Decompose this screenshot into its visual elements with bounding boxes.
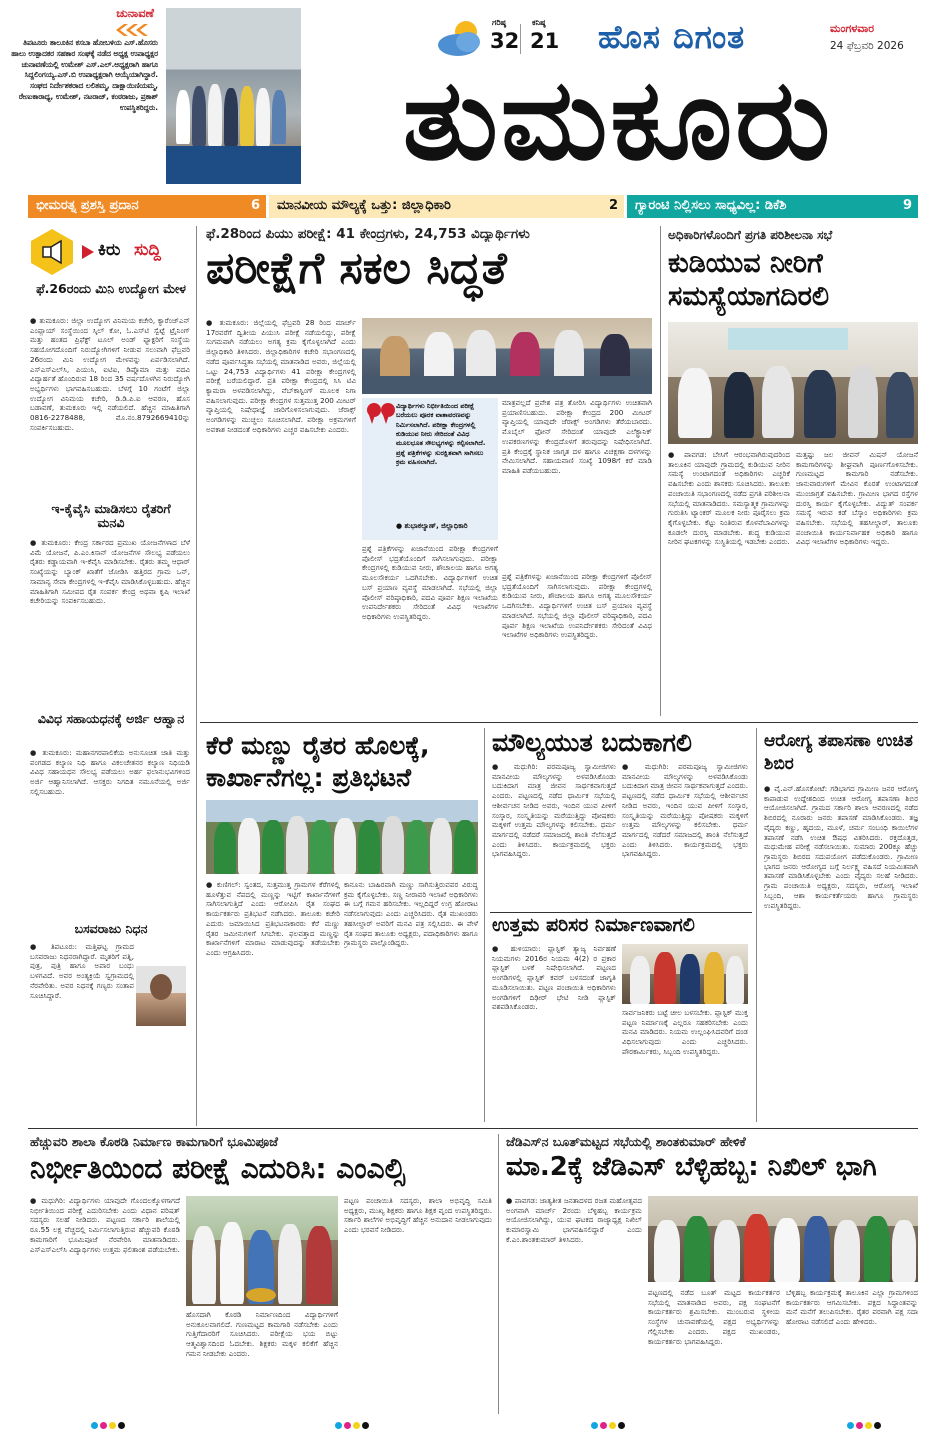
brief-1-title: ಫೆ.26ರಂದು ಮಿನಿ ಉದ್ಯೋಗ ಮೇಳ <box>36 281 186 296</box>
parisara-headline: ಉತ್ತಮ ಪರಿಸರ ನಿರ್ಮಾಣವಾಗಲಿ <box>492 916 695 936</box>
kirusuddi-label-a: ಕಿರು <box>98 240 121 260</box>
chunavane-brief <box>10 6 160 188</box>
exam-text-b: ಹೊಸದಾಗಿ ಕೊಠಡಿ ನಿರ್ಮಾಣದಿಂದ ವಿದ್ಯಾರ್ಥಿಗಳಿಗೆ ಅನುಕೂಲವಾಗಲಿದೆ. ಗುಣಮಟ್ಟದ ಕಾಮಗಾರಿ ನಡೆಸಬೇಕು ಎಂದು ಗುತ್ತಿಗೆದಾರರಿಗೆ ಸೂಚಿಸಿದರು. ಪರೀಕ್ಷೆಯ ಭಯ ಬಿಟ್ಟು ಆತ್ಮವಿಶ್ವಾಸದಿಂದ ಓದಬೇಕು. ಶಿಕ್ಷಕರು ಮಕ್ಕಳ ಕಲಿಕೆಗೆ ಹೆಚ್ಚಿನ ಗಮನ ನೀಡಬೇಕು ಎಂದರು. <box>186 1310 338 1358</box>
water-text-a: ● ಪಾವಗಡ: ಬೇಸಿಗೆ ಆರಂಭವಾಗಿರುವುದರಿಂದ ತಾಲೂಕಿನ ಯಾವುದೇ ಗ್ರಾಮದಲ್ಲಿ ಕುಡಿಯುವ ನೀರಿನ ಸಮಸ್ಯೆ ಉಂಟಾಗದಂತೆ ಅಧಿಕಾರಿಗಳು ಎಚ್ಚರಿಕೆ ವಹಿಸಬೇಕು ಎಂದು ಶಾಸಕರು ಸೂಚಿಸಿದರು. ತಾಲೂಕು ಪಂಚಾಯಿತಿ ಸಭಾಂಗಣದಲ್ಲಿ ನಡೆದ ಪ್ರಗತಿ ಪರಿಶೀಲನಾ ಸಭೆಯಲ್ಲಿ ಮಾತನಾಡಿದರು. ಸಮಸ್ಯಾತ್ಮಕ ಗ್ರಾಮಗಳನ್ನು ಗುರುತಿಸಿ ಟ್ಯಾಂಕರ್ ಮೂಲಕ ನೀರು ಪೂರೈಸಲು ಕ್ರಮ ಕೈಗೊಳ್ಳಬೇಕು. ಕೆಟ್ಟು ನಿಂತಿರುವ ಕೊಳವೆಬಾವಿಗಳನ್ನು ಕೂಡಲೇ ದುರಸ್ತಿ ಮಾಡಬೇಕು. ಶುದ್ಧ ಕುಡಿಯುವ ನೀರಿನ ಘಟಕಗಳನ್ನು ಸುಸ್ಥಿತಿಯಲ್ಲಿ ಇಡಬೇಕು ಎಂದರು. <box>668 450 790 547</box>
ticker-page-2: 2 <box>608 198 618 213</box>
quote-box <box>362 398 498 540</box>
kirusuddi-header <box>28 226 188 278</box>
weather-max-label: ಗರಿಷ್ಠ <box>492 18 506 27</box>
quote-icon <box>366 400 396 426</box>
chevron-icon <box>82 244 94 258</box>
moulya-text-b: ● ಮಧುಗಿರಿ: ಪರಮಪೂಜ್ಯ ಸ್ವಾಮೀಜಿಗಳು ಮಾನವೀಯ ಮೌಲ್ಯಗಳನ್ನು ಅಳವಡಿಸಿಕೊಂಡು ಬದುಕಿದಾಗ ಮಾತ್ರ ಜೀವನ ಸಾರ್ಥಕವಾಗುತ್ತದೆ ಎಂದರು. ಪಟ್ಟಣದಲ್ಲಿ ನಡೆದ ಧಾರ್ಮಿಕ ಸಭೆಯಲ್ಲಿ ಆಶೀರ್ವಚನ ನೀಡಿದ ಅವರು, ಇಂದಿನ ಯುವ ಪೀಳಿಗೆ ಸಂಸ್ಕಾರ, ಸಂಸ್ಕೃತಿಯನ್ನು ಮರೆಯುತ್ತಿದ್ದು ಪೋಷಕರು ಮಕ್ಕಳಿಗೆ ಉತ್ತಮ ಮೌಲ್ಯಗಳನ್ನು ಕಲಿಸಬೇಕು. ಧರ್ಮ ಮಾರ್ಗದಲ್ಲಿ ನಡೆದರೆ ಸಮಾಜದಲ್ಲಿ ಶಾಂತಿ ನೆಲೆಸುತ್ತದೆ ಎಂದು ತಿಳಿಸಿದರು. ಕಾರ್ಯಕ್ರಮದಲ್ಲಿ ಭಕ್ತರು ಭಾಗವಹಿಸಿದ್ದರು. <box>622 762 748 859</box>
kirusuddi-label-b: ಸುದ್ದಿ <box>134 240 161 260</box>
water-headline: ಕುಡಿಯುವ ನೀರಿಗೆ ಸಮಸ್ಯೆಯಾಗದಿರಲಿ <box>668 248 830 312</box>
brief-3-title: ವಿವಿಧ ಸಹಾಯಧನಕ್ಕೆ ಅರ್ಜಿ ಆಹ್ವಾನ <box>37 711 185 726</box>
chunavane-text: ತಿಪಟೂರು ತಾಲೂಕಿನ ಕಸಬಾ ಹೋಬಳಿಯ ಎಸ್.ಹೊಸರು ಹಾಲು ಉತ್ಪಾದಕರ ಸಹಕಾರ ಸಂಘಕ್ಕೆ ನಡೆದ ಅಧ್ಯಕ್ಷ ಉಪಾಧ್ಯಕ್ಷರ ಚುನಾವಣೆಯಲ್ಲಿ ಉಮೇಶ್ ಎಸ್.ಎಲ್.ಅಧ್ಯಕ್ಷರಾಗಿ ಹಾಗೂ ಸಿದ್ದಲಿಂಗಯ್ಯ.ಎಸ್.ಬಿ ಉಪಾಧ್ಯಕ್ಷರಾಗಿ ಆಯ್ಕೆಯಾಗಿದ್ದಾರೆ. ಸಂಘದ ನಿರ್ದೇಶಕರಾದ ಲಲಿತಮ್ಮ, ದಾಕ್ಷಾಯಿಣಿಯಮ್ಮ, ರೇಣುಕಾರಾಧ್ಯ, ಉಮೇಶ್, ನಟರಾಜ್, ಕಂಠರಾಜು, ಪ್ರಕಾಶ್ ಉಪಸ್ಥಿತರಿದ್ದರು. <box>11 38 158 112</box>
water-text-b: ಮತ್ತಷ್ಟು ಜಲ ಜೀವನ್ ಮಿಷನ್ ಯೋಜನೆ ಕಾಮಗಾರಿಗಳನ್ನು ಶೀಘ್ರವಾಗಿ ಪೂರ್ಣಗೊಳಿಸಬೇಕು. ಗುಣಮಟ್ಟದ ಕಾಮಗಾರಿ ನಡೆಸಬೇಕು. ಜಾನುವಾರುಗಳಿಗೆ ಮೇವಿನ ಕೊರತೆ ಉಂಟಾಗದಂತೆ ಮುಂಜಾಗ್ರತೆ ವಹಿಸಬೇಕು. ಗ್ರಾಮೀಣ ಭಾಗದ ರಸ್ತೆಗಳ ದುರಸ್ತಿ ಕಾರ್ಯ ಕೈಗೊಳ್ಳಬೇಕು. ವಿದ್ಯುತ್ ಸಂಪರ್ಕ ಸಮಸ್ಯೆ ಇರುವ ಕಡೆ ಬೆಸ್ಕಾಂ ಅಧಿಕಾರಿಗಳು ಕ್ರಮ ವಹಿಸಬೇಕು. ಸಭೆಯಲ್ಲಿ ತಹಸೀಲ್ದಾರ್, ತಾಲೂಕು ಪಂಚಾಯಿತಿ ಕಾರ್ಯನಿರ್ವಾಹಕ ಅಧಿಕಾರಿ ಹಾಗೂ ವಿವಿಧ ಇಲಾಖೆಗಳ ಅಧಿಕಾರಿಗಳು ಇದ್ದರು. <box>796 450 918 547</box>
weather-min-label: ಕನಿಷ್ಠ <box>532 18 546 27</box>
kere-headline: ಕೆರೆ ಮಣ್ಣು ರೈತರ ಹೊಲಕ್ಕೆ, ಕಾರ್ಖಾನೆಗಲ್ಲ: ಪ್ರತಿಭಟನೆ <box>206 731 430 792</box>
chunavane-photo <box>166 8 301 184</box>
jds-headline: ಮಾ.2ಕ್ಕೆ ಜೆಡಿಎಸ್ ಬೆಳ್ಳಿಹಬ್ಬ: ನಿಖಿಲ್ ಭಾಗಿ <box>506 1154 877 1182</box>
lead-text-c: ಮಾತ್ರವಲ್ಲದೆ ಪ್ರವೇಶ ಪತ್ರ ತೋರಿಸಿ ವಿದ್ಯಾರ್ಥಿಗಳು ಉಚಿತವಾಗಿ ಪ್ರಯಾಣಿಸಬಹುದು. ಪರೀಕ್ಷಾ ಕೇಂದ್ರದ 200 ಮೀಟರ್ ವ್ಯಾಪ್ತಿಯಲ್ಲಿ ಯಾವುದೇ ಜೆರಾಕ್ಸ್ ಅಂಗಡಿಗಳು ತೆರೆಯಬಾರದು. ಮೊಬೈಲ್ ಫೋನ್ ಸೇರಿದಂತೆ ಯಾವುದೇ ಎಲೆಕ್ಟ್ರಾನಿಕ್ ಉಪಕರಣಗಳನ್ನು ಕೇಂದ್ರದೊಳಗೆ ತರುವುದನ್ನು ನಿಷೇಧಿಸಲಾಗಿದೆ. ಪ್ರತಿ ಕೇಂದ್ರಕ್ಕೆ ಸ್ಥಾನಿಕ ಜಾಗೃತ ದಳ ಹಾಗೂ ವಿಚಕ್ಷಣಾ ದಳಗಳನ್ನು ನೇಮಿಸಲಾಗಿದೆ. ಸಹಾಯವಾಣಿ ಸಂಖ್ಯೆ 1098ಗೆ ಕರೆ ಮಾಡಿ ಮಾಹಿತಿ ಪಡೆಯಬಹುದು. <box>502 398 652 476</box>
registration-dots-mid-right <box>590 1414 626 1433</box>
jds-text-c: ಬೆಳ್ಳಿಹಬ್ಬ ಕಾರ್ಯಕ್ರಮಕ್ಕೆ ತಾಲೂಕಿನ ಎಲ್ಲಾ ಗ್ರಾಮಗಳಿಂದ ಕಾರ್ಯಕರ್ತರು ಆಗಮಿಸಬೇಕು. ಪಕ್ಷದ ಸಿದ್ಧಾಂತವನ್ನು ಮನೆ ಮನೆಗೆ ತಲುಪಿಸಬೇಕು. ರೈತರ ಪರವಾಗಿ ಪಕ್ಷ ಸದಾ ಹೋರಾಟ ನಡೆಸಲಿದೆ ಎಂದು ಹೇಳಿದರು. <box>786 1288 918 1327</box>
obituary-photo <box>136 966 186 1026</box>
lead-kicker: ಫೆ.28ರಿಂದ ಪಿಯು ಪರೀಕ್ಷೆ: 41 ಕೇಂದ್ರಗಳು, 24,753 ವಿದ್ಯಾರ್ಥಿಗಳು <box>206 226 530 242</box>
day-label: ಮಂಗಳವಾರ <box>830 22 875 35</box>
arogya-text: ● ವೈ.ಎನ್.ಹೊಸಕೋಟೆ: ಗಡಿಭಾಗದ ಗ್ರಾಮೀಣ ಜನರ ಆರೋಗ್ಯ ಕಾಪಾಡುವ ಉದ್ದೇಶದಿಂದ ಉಚಿತ ಆರೋಗ್ಯ ತಪಾಸಣಾ ಶಿಬಿರ ಆಯೋಜಿಸಲಾಗಿದೆ. ಗ್ರಾಮದ ಸರ್ಕಾರಿ ಶಾಲಾ ಆವರಣದಲ್ಲಿ ನಡೆದ ಶಿಬಿರದಲ್ಲಿ ನೂರಾರು ಜನರು ತಪಾಸಣೆ ಮಾಡಿಸಿಕೊಂಡರು. ತಜ್ಞ ವೈದ್ಯರು ಕಣ್ಣು, ಹೃದಯ, ಮೂಳೆ, ಚರ್ಮ ಸಂಬಂಧಿ ಕಾಯಿಲೆಗಳ ತಪಾಸಣೆ ನಡೆಸಿ ಉಚಿತ ಔಷಧ ವಿತರಿಸಿದರು. ರಕ್ತದೊತ್ತಡ, ಮಧುಮೇಹ ಪರೀಕ್ಷೆ ನಡೆಸಲಾಯಿತು. ಸುಮಾರು 200ಕ್ಕೂ ಹೆಚ್ಚು ಗ್ರಾಮಸ್ಥರು ಶಿಬಿರದ ಸದುಪಯೋಗ ಪಡೆದುಕೊಂಡರು. ಗ್ರಾಮೀಣ ಭಾಗದ ಜನರು ಆರೋಗ್ಯದ ಬಗ್ಗೆ ನಿರ್ಲಕ್ಷ್ಯ ವಹಿಸದೆ ನಿಯಮಿತವಾಗಿ ತಪಾಸಣೆ ಮಾಡಿಸಿಕೊಳ್ಳಬೇಕು ಎಂದು ವೈದ್ಯರು ಸಲಹೆ ನೀಡಿದರು. ಗ್ರಾಮ ಪಂಚಾಯಿತಿ ಅಧ್ಯಕ್ಷರು, ಸದಸ್ಯರು, ಆರೋಗ್ಯ ಇಲಾಖೆ ಸಿಬ್ಬಂದಿ, ಆಶಾ ಕಾರ್ಯಕರ್ತೆಯರು ಹಾಗೂ ಗ್ರಾಮಸ್ಥರು ಉಪಸ್ಥಿತರಿದ್ದರು. <box>764 784 918 910</box>
ticker-item-2[interactable]: ಮಾನವೀಯ ಮೌಲ್ಯಕ್ಕೆ ಒತ್ತು: ಜಿಲ್ಲಾಧಿಕಾರಿ 2 <box>269 195 624 218</box>
lead-headline: ಪರೀಕ್ಷೆಗೆ ಸಕಲ ಸಿದ್ಧತೆ <box>206 246 507 294</box>
brief-2-text: ● ತುಮಕೂರು: ಕೇಂದ್ರ ಸರ್ಕಾರದ ಪ್ರಮುಖ ಯೋಜನೆಗಳಾದ ಬೆಳೆ ವಿಮೆ ಯೋಜನೆ, ಪಿ.ಎಂ.ಕಿಸಾನ್ ಯೋಜನೆಗಳ ಸೌಲಭ್ಯ ಪಡೆಯಲು ರೈತರು ಕಡ್ಡಾಯವಾಗಿ ಇ-ಕೆವೈಸಿ ಮಾಡಿಸಬೇಕು. ರೈತರು ತಮ್ಮ ಆಧಾರ್ ಸಂಖ್ಯೆಯನ್ನು ಬ್ಯಾಂಕ್ ಖಾತೆಗೆ ಜೋಡಿಸಿ ಹತ್ತಿರದ ಗ್ರಾಮ ಒನ್, ಸಾಮಾನ್ಯ ಸೇವಾ ಕೇಂದ್ರಗಳಲ್ಲಿ ಇ-ಕೆವೈಸಿ ಮಾಡಿಸಿಕೊಳ್ಳಬಹುದು. ಹೆಚ್ಚಿನ ಮಾಹಿತಿಗಾಗಿ ಸಮೀಪದ ರೈತ ಸಂಪರ್ಕ ಕೇಂದ್ರ ಅಥವಾ ಕೃಷಿ ಇಲಾಖೆ ಕಚೇರಿಯನ್ನು ಸಂಪರ್ಕಿಸಬಹುದು. <box>30 538 190 606</box>
registration-dots-mid-left <box>334 1414 370 1433</box>
jds-photo <box>648 1196 918 1282</box>
registration-dots-right <box>846 1414 882 1433</box>
water-kicker: ಅಧಿಕಾರಿಗಳೊಂದಿಗೆ ಪ್ರಗತಿ ಪರಿಶೀಲನಾ ಸಭೆ <box>668 228 833 242</box>
parisara-photo <box>622 944 748 1004</box>
weather-max-value: 32 <box>490 29 520 53</box>
weather-min-value: 21 <box>530 29 560 53</box>
exam-headline: ನಿರ್ಭೀತಿಯಿಂದ ಪರೀಕ್ಷೆ ಎದುರಿಸಿ: ಎಂಎಲ್ಸಿ <box>30 1154 406 1185</box>
paper-name: ಹೊಸ ದಿಗಂತ <box>598 18 746 56</box>
lead-photo <box>362 318 652 394</box>
exam-photo <box>186 1196 338 1306</box>
exam-kicker: ಹೆಚ್ಚುವರಿ ಶಾಲಾ ಕೊಠಡಿ ನಿರ್ಮಾಣ ಕಾಮಗಾರಿಗೆ ಭೂಮಿಪೂಜೆ <box>30 1134 279 1149</box>
registration-dots-left <box>90 1414 126 1433</box>
quote-attribution: ● ಶುಭಾಕಲ್ಯಾಣ್, ಜಿಲ್ಲಾಧಿಕಾರಿ <box>396 522 468 530</box>
ticker-page-1: 6 <box>250 198 260 213</box>
brief-2-title: ಇ-ಕೈವೈಸಿ ಮಾಡಿಸಲು ರೈತರಿಗೆ ಮನವಿ <box>51 501 171 531</box>
chunavane-label: ಚುನಾವಣೆ <box>116 6 154 20</box>
lead-text-a: ● ತುಮಕೂರು: ಜಿಲ್ಲೆಯಲ್ಲಿ ಫೆಬ್ರವರಿ 28 ರಿಂದ ಮಾರ್ಚ್ 17ರವರೆಗೆ ದ್ವಿತೀಯ ಪಿಯುಸಿ ಪರೀಕ್ಷೆ ನಡೆಯಲಿದ್ದು, ಪರೀಕ್ಷೆ ಸುಗಮವಾಗಿ ನಡೆಯಲು ಅಗತ್ಯ ಕ್ರಮ ಕೈಗೊಳ್ಳಲಾಗಿದೆ ಎಂದು ಜಿಲ್ಲಾಧಿಕಾರಿ ತಿಳಿಸಿದರು. ಜಿಲ್ಲಾಧಿಕಾರಿಗಳ ಕಚೇರಿ ಸಭಾಂಗಣದಲ್ಲಿ ನಡೆದ ಪೂರ್ವಸಿದ್ಧತಾ ಸಭೆಯಲ್ಲಿ ಮಾತನಾಡಿದ ಅವರು, ಜಿಲ್ಲೆಯಲ್ಲಿ ಒಟ್ಟು 24,753 ವಿದ್ಯಾರ್ಥಿಗಳು 41 ಪರೀಕ್ಷಾ ಕೇಂದ್ರಗಳಲ್ಲಿ ಪರೀಕ್ಷೆ ಬರೆಯಲಿದ್ದಾರೆ. ಪ್ರತಿ ಪರೀಕ್ಷಾ ಕೇಂದ್ರದಲ್ಲಿ ಸಿಸಿ ಟಿವಿ ಕ್ಯಾಮರಾ ಅಳವಡಿಸಲಾಗಿದ್ದು, ವೆಬ್‌ಕಾಸ್ಟಿಂಗ್ ಮೂಲಕ ನಿಗಾ ವಹಿಸಲಾಗುವುದು. ಪರೀಕ್ಷಾ ಕೇಂದ್ರಗಳ ಸುತ್ತಮುತ್ತ 200 ಮೀಟರ್ ವ್ಯಾಪ್ತಿಯಲ್ಲಿ ನಿಷೇಧಾಜ್ಞೆ ಜಾರಿಗೊಳಿಸಲಾಗುವುದು. ಜೆರಾಕ್ಸ್ ಅಂಗಡಿಗಳನ್ನು ಮುಚ್ಚಲು ಸೂಚಿಸಲಾಗಿದೆ. ಪರೀಕ್ಷಾ ಅಕ್ರಮಗಳಿಗೆ ಅವಕಾಶ ನೀಡದಂತೆ ಅಧಿಕಾರಿಗಳು ಎಚ್ಚರ ವಹಿಸಬೇಕು ಎಂದರು. <box>206 318 356 434</box>
brief-1-text: ● ತುಮಕೂರು: ಜಿಲ್ಲಾ ಉದ್ಯೋಗ ವಿನಿಮಯ ಕಚೇರಿ, ಕ್ಯಾರೆಂಜ್‌ಎನ್‌ ಎಂಪ್ಲಾಯ್‌ ಸಂಸ್ಥೆಯಿಂದ ಸ್ಕಿಲ್‌ ಕೋ, ಓ.ಎಸ್‌ಟಿ ಸ್ವೆಟ್ಟೆ ಟ್ರೈನಿಂಗ್ ಮತ್ತು ಹಂತದ ಪ್ರಿಫೆಕ್ಟ್ ಟೂಲ್ ಅಂಡ್ ಫ್ಯಾಕ್ಟರಿಗೆ ಸಂಸ್ಥೆಯ ಸಹಯೋಗದೊಂದಿಗೆ ನಿರುದ್ಯೋಗಿಗಳಿಗೆ ನೀಡುವ ಸಲುವಾಗಿ ಫೆಬ್ರವರಿ 26ರಂದು ಮಿನಿ ಉದ್ಯೋಗ ಮೇಳವನ್ನು ಏರ್ಪಡಿಸಲಾಗಿದೆ. ಎಸ್ಎಸ್ಎಲ್‌ಸಿ, ಪಿಯುಸಿ, ಐಟಿಐ, ಡಿಪ್ಲೊಮಾ ಮತ್ತು ಪದವಿ ವಿದ್ಯಾರ್ಹತೆ ಹೊಂದಿರುವ 18 ರಿಂದ 35 ವರ್ಷದೊಳಗಿನ ನಿರುದ್ಯೋಗಿ ಅಭ್ಯರ್ಥಿಗಳು ಭಾಗವಹಿಸಬಹುದು. ಬೆಳಗ್ಗೆ 10 ಗಂಟೆಗೆ ಜಿಲ್ಲಾ ಉದ್ಯೋಗ ವಿನಿಮಯ ಕಚೇರಿ, ಡಿ.ಡಿ.ಪಿ.ಐ ಆವರಣ, ಹೊಸ ಬಡಾವಣೆ, ತುಮಕೂರು ಇಲ್ಲಿ ನಡೆಯಲಿದೆ. ಹೆಚ್ಚಿನ ಮಾಹಿತಿಗಾಗಿ 0816-2278488, ಮೊ.ನಂ.8792669410ನ್ನು ಸಂಪರ್ಕಿಸಬಹುದು. <box>30 316 190 432</box>
ticker-bar <box>28 195 918 218</box>
brief-3-text: ● ತುಮಕೂರು: ಮಹಾನಗರಪಾಲಿಕೆಯ ಅನುಸೂಚಿತ ಜಾತಿ ಮತ್ತು ಪಂಗಡದ ಕಲ್ಯಾಣ ನಿಧಿ ಹಾಗೂ ವಿಕಲಚೇತನರ ಕಲ್ಯಾಣ ನಿಧಿಯಡಿ ವಿವಿಧ ಸಹಾಯಧನ ಸೌಲಭ್ಯ ಪಡೆಯಲು ಅರ್ಹ ಫಲಾನುಭವಿಗಳಿಂದ ಅರ್ಜಿ ಆಹ್ವಾನಿಸಲಾಗಿದೆ. ಆಸಕ್ತರು ನಿಗದಿತ ನಮೂನೆಯಲ್ಲಿ ಅರ್ಜಿ ಸಲ್ಲಿಸಬಹುದು. <box>30 748 190 796</box>
weather-widget <box>436 14 576 62</box>
exam-text-a: ● ಮಧುಗಿರಿ: ವಿದ್ಯಾರ್ಥಿಗಳು ಯಾವುದೇ ಗೊಂದಲಕ್ಕೊಳಗಾಗದೆ ನಿರ್ಭೀತಿಯಿಂದ ಪರೀಕ್ಷೆ ಎದುರಿಸಬೇಕು ಎಂದು ವಿಧಾನ ಪರಿಷತ್ ಸದಸ್ಯರು ಸಲಹೆ ನೀಡಿದರು. ಪಟ್ಟಣದ ಸರ್ಕಾರಿ ಶಾಲೆಯಲ್ಲಿ ರೂ.55 ಲಕ್ಷ ವೆಚ್ಚದಲ್ಲಿ ನಿರ್ಮಿಸಲಾಗುತ್ತಿರುವ ಹೆಚ್ಚುವರಿ ಕೊಠಡಿ ಕಾಮಗಾರಿಗೆ ಭೂಮಿಪೂಜೆ ನೆರವೇರಿಸಿ ಮಾತನಾಡಿದರು. ಎಸ್ಎಸ್ಎಲ್‌ಸಿ ವಿದ್ಯಾರ್ಥಿಗಳು ಉತ್ತಮ ಫಲಿತಾಂಶ ಪಡೆಯಬೇಕು. <box>30 1196 180 1254</box>
chevron-icon <box>116 21 150 33</box>
date-label: 24 ಫೆಬ್ರವರಿ 2026 <box>830 40 904 52</box>
parisara-text-b: ಸಾರ್ವಜನಿಕರು ಬಟ್ಟೆ ಚೀಲ ಬಳಸಬೇಕು. ಪ್ಲಾಸ್ಟಿಕ್ ಮುಕ್ತ ಪಟ್ಟಣ ನಿರ್ಮಾಣಕ್ಕೆ ಎಲ್ಲರೂ ಸಹಕರಿಸಬೇಕು ಎಂದು ಮನವಿ ಮಾಡಿದರು. ನಿಯಮ ಉಲ್ಲಂಘಿಸಿದವರಿಗೆ ದಂಡ ವಿಧಿಸಲಾಗುವುದು ಎಂದು ಎಚ್ಚರಿಸಿದರು. ಪೌರಕಾರ್ಮಿಕರು, ಸಿಬ್ಬಂದಿ ಉಪಸ್ಥಿತರಿದ್ದರು. <box>622 1008 748 1056</box>
moulya-headline: ಮೌಲ್ಯಯುತ ಬದುಕಾಗಲಿ <box>492 730 692 757</box>
quote-text: ವಿದ್ಯಾರ್ಥಿಗಳು ನಿರ್ಭೀತಿಯಿಂದ ಪರೀಕ್ಷೆ ಬರೆಯಲು ಪೂರಕ ವಾತಾವರಣವನ್ನು ನಿರ್ಮಿಸಲಾಗಿದೆ. ಪರೀಕ್ಷಾ ಕೇಂದ್ರಗಳಲ್ಲಿ ಕುಡಿಯುವ ನೀರು ಸೇರಿದಂತೆ ವಿವಿಧ ಮೂಲಭೂತ ಸೌಲಭ್ಯಗಳನ್ನು ಕಲ್ಪಿಸಲಾಗಿದೆ. ಪ್ರಶ್ನೆ ಪತ್ರಿಕೆಗಳನ್ನು ಸುರಕ್ಷಿತವಾಗಿ ಸಾಗಿಸಲು ಕ್ರಮ ವಹಿಸಲಾಗಿದೆ. <box>396 402 486 467</box>
water-photo <box>668 322 918 444</box>
exam-text-c: ಪಟ್ಟಣ ಪಂಚಾಯಿತಿ ಸದಸ್ಯರು, ಶಾಲಾ ಅಭಿವೃದ್ಧಿ ಸಮಿತಿ ಅಧ್ಯಕ್ಷರು, ಮುಖ್ಯ ಶಿಕ್ಷಕರು ಹಾಗೂ ಶಿಕ್ಷಕ ವೃಂದ ಉಪಸ್ಥಿತರಿದ್ದರು. ಸರ್ಕಾರಿ ಶಾಲೆಗಳ ಅಭಿವೃದ್ಧಿಗೆ ಹೆಚ್ಚಿನ ಅನುದಾನ ನೀಡಲಾಗುವುದು ಎಂದು ಭರವಸೆ ನೀಡಿದರು. <box>344 1196 492 1235</box>
lead-text-b: ಪ್ರಶ್ನೆ ಪತ್ರಿಕೆಗಳನ್ನು ಖಜಾನೆಯಿಂದ ಪರೀಕ್ಷಾ ಕೇಂದ್ರಗಳಿಗೆ ಪೊಲೀಸ್ ಭದ್ರತೆಯೊಂದಿಗೆ ಸಾಗಿಸಲಾಗುವುದು. ಪರೀಕ್ಷಾ ಕೇಂದ್ರಗಳಲ್ಲಿ ಕುಡಿಯುವ ನೀರು, ಶೌಚಾಲಯ ಹಾಗೂ ಅಗತ್ಯ ಮೂಲಸೌಕರ್ಯ ಒದಗಿಸಬೇಕು. ವಿದ್ಯಾರ್ಥಿಗಳಿಗೆ ಉಚಿತ ಬಸ್ ಪ್ರಯಾಣ ವ್ಯವಸ್ಥೆ ಮಾಡಲಾಗಿದೆ. ಸಭೆಯಲ್ಲಿ ಜಿಲ್ಲಾ ಪೊಲೀಸ್ ವರಿಷ್ಠಾಧಿಕಾರಿ, ಪದವಿ ಪೂರ್ವ ಶಿಕ್ಷಣ ಇಲಾಖೆಯ ಉಪನಿರ್ದೇಶಕರು ಸೇರಿದಂತೆ ವಿವಿಧ ಇಲಾಖೆಗಳ ಅಧಿಕಾರಿಗಳು ಉಪಸ್ಥಿತರಿದ್ದರು. <box>362 544 498 622</box>
ticker-item-1[interactable]: ಭೀಮರತ್ನ ಪ್ರಶಸ್ತಿ ಪ್ರದಾನ 6 <box>28 195 266 218</box>
parisara-text-a: ● ಹುಳಿಯಾರು: ಪ್ಲಾಸ್ಟಿಕ್ ತ್ಯಾಜ್ಯ ನಿರ್ವಹಣೆ ನಿಯಮಗಳು 2016ರ ನಿಯಮ 4(2) ರ ಪ್ರಕಾರ ಪ್ಲಾಸ್ಟಿಕ್ ಬಳಕೆ ನಿಷೇಧಿಸಲಾಗಿದೆ. ಪಟ್ಟಣದ ಅಂಗಡಿಗಳಲ್ಲಿ ಪ್ಲಾಸ್ಟಿಕ್ ಕವರ್ ಬಳಸದಂತೆ ಜಾಗೃತಿ ಮೂಡಿಸಲಾಯಿತು. ಪಟ್ಟಣ ಪಂಚಾಯಿತಿ ಅಧಿಕಾರಿಗಳು ಅಂಗಡಿಗಳಿಗೆ ದಿಢೀರ್ ಭೇಟಿ ನೀಡಿ ಪ್ಲಾಸ್ಟಿಕ್ ವಶಪಡಿಸಿಕೊಂಡರು. <box>492 944 616 1012</box>
jds-text-b: ಪಟ್ಟಣದಲ್ಲಿ ನಡೆದ ಬೂತ್ ಮಟ್ಟದ ಕಾರ್ಯಕರ್ತರ ಸಭೆಯಲ್ಲಿ ಮಾತನಾಡಿದ ಅವರು, ಪಕ್ಷ ಸಂಘಟನೆಗೆ ಕಾರ್ಯಕರ್ತರು ಶ್ರಮಿಸಬೇಕು. ಮುಂಬರುವ ಸ್ಥಳೀಯ ಸಂಸ್ಥೆಗಳ ಚುನಾವಣೆಯಲ್ಲಿ ಪಕ್ಷದ ಅಭ್ಯರ್ಥಿಗಳನ್ನು ಗೆಲ್ಲಿಸಬೇಕು ಎಂದರು. ಪಕ್ಷದ ಮುಖಂಡರು, ಕಾರ್ಯಕರ್ತರು ಭಾಗವಹಿಸಿದ್ದರು. <box>648 1288 780 1346</box>
edition-title: ತುಮಕೂರು <box>402 58 834 185</box>
brief-4-title: ಬಸವರಾಜು ನಿಧನ <box>74 921 148 936</box>
lead-text-d: ಪ್ರಶ್ನೆ ಪತ್ರಿಕೆಗಳನ್ನು ಖಜಾನೆಯಿಂದ ಪರೀಕ್ಷಾ ಕೇಂದ್ರಗಳಿಗೆ ಪೊಲೀಸ್ ಭದ್ರತೆಯೊಂದಿಗೆ ಸಾಗಿಸಲಾಗುವುದು. ಪರೀಕ್ಷಾ ಕೇಂದ್ರಗಳಲ್ಲಿ ಕುಡಿಯುವ ನೀರು, ಶೌಚಾಲಯ ಹಾಗೂ ಅಗತ್ಯ ಮೂಲಸೌಕರ್ಯ ಒದಗಿಸಬೇಕು. ವಿದ್ಯಾರ್ಥಿಗಳಿಗೆ ಉಚಿತ ಬಸ್ ಪ್ರಯಾಣ ವ್ಯವಸ್ಥೆ ಮಾಡಲಾಗಿದೆ. ಸಭೆಯಲ್ಲಿ ಜಿಲ್ಲಾ ಪೊಲೀಸ್ ವರಿಷ್ಠಾಧಿಕಾರಿ, ಪದವಿ ಪೂರ್ವ ಶಿಕ್ಷಣ ಇಲಾಖೆಯ ಉಪನಿರ್ದೇಶಕರು ಸೇರಿದಂತೆ ವಿವಿಧ ಇಲಾಖೆಗಳ ಅಧಿಕಾರಿಗಳು ಉಪಸ್ಥಿತರಿದ್ದರು. <box>502 572 652 640</box>
jds-kicker: ಜೆಡಿಎಸ್‌ನ ಬೂತ್‌ಮಟ್ಟದ ಸಭೆಯಲ್ಲಿ ಶಾಂತಕುಮಾರ್ ಹೇಳಿಕೆ <box>506 1134 746 1149</box>
moulya-text-a: ● ಮಧುಗಿರಿ: ಪರಮಪೂಜ್ಯ ಸ್ವಾಮೀಜಿಗಳು ಮಾನವೀಯ ಮೌಲ್ಯಗಳನ್ನು ಅಳವಡಿಸಿಕೊಂಡು ಬದುಕಿದಾಗ ಮಾತ್ರ ಜೀವನ ಸಾರ್ಥಕವಾಗುತ್ತದೆ ಎಂದರು. ಪಟ್ಟಣದಲ್ಲಿ ನಡೆದ ಧಾರ್ಮಿಕ ಸಭೆಯಲ್ಲಿ ಆಶೀರ್ವಚನ ನೀಡಿದ ಅವರು, ಇಂದಿನ ಯುವ ಪೀಳಿಗೆ ಸಂಸ್ಕಾರ, ಸಂಸ್ಕೃತಿಯನ್ನು ಮರೆಯುತ್ತಿದ್ದು ಪೋಷಕರು ಮಕ್ಕಳಿಗೆ ಉತ್ತಮ ಮೌಲ್ಯಗಳನ್ನು ಕಲಿಸಬೇಕು. ಧರ್ಮ ಮಾರ್ಗದಲ್ಲಿ ನಡೆದರೆ ಸಮಾಜದಲ್ಲಿ ಶಾಂತಿ ನೆಲೆಸುತ್ತದೆ ಎಂದು ತಿಳಿಸಿದರು. ಕಾರ್ಯಕ್ರಮದಲ್ಲಿ ಭಕ್ತರು ಭಾಗವಹಿಸಿದ್ದರು. <box>492 762 616 859</box>
cloud-sun-icon <box>436 18 486 58</box>
brief-4-text-a: ● ತಿಪಟೂರು: ಮತ್ತಿಘಟ್ಟ ಗ್ರಾಮದ ಬಸವರಾಜು ನಿಧನರಾಗಿದ್ದಾರೆ. ಮೃತರಿಗೆ ಪತ್ನಿ, ಪುತ್ರ, ಪುತ್ರಿ ಹಾಗೂ ಅಪಾರ ಬಂಧು ಬಳಗವಿದೆ. ಅವರ ಅಂತ್ಯಕ್ರಿಯೆ ಸ್ವಗ್ರಾಮದಲ್ಲಿ ನೆರವೇರಿತು. ಅವರ ನಿಧನಕ್ಕೆ ಗಣ್ಯರು ಸಂತಾಪ ಸೂಚಿಸಿದ್ದಾರೆ. <box>30 942 134 1000</box>
ticker-item-3[interactable]: ಗ್ಯಾರಂಟಿ ನಿಲ್ಲಿಸಲು ಸಾಧ್ಯವಿಲ್ಲ: ಡಿಕೆಶಿ 9 <box>627 195 918 218</box>
megaphone-icon <box>28 228 76 276</box>
kere-photo <box>206 800 478 874</box>
jds-text-a: ● ಪಾವಗಡ: ಜಾತ್ಯತೀತ ಜನತಾದಳದ ರಜತ ಮಹೋತ್ಸವದ ಅಂಗವಾಗಿ ಮಾರ್ಚ್ 2ರಂದು ಬೆಳ್ಳಿಹಬ್ಬ ಕಾರ್ಯಕ್ರಮ ಆಯೋಜಿಸಲಾಗಿದ್ದು, ಯುವ ಘಟಕದ ರಾಜ್ಯಾಧ್ಯಕ್ಷ ನಿಖಿಲ್ ಕುಮಾರಸ್ವಾಮಿ ಭಾಗವಹಿಸಲಿದ್ದಾರೆ ಎಂದು ಕೆ.ಎಂ.ಶಾಂತಕುಮಾರ್ ತಿಳಿಸಿದರು. <box>506 1196 642 1244</box>
ticker-page-3: 9 <box>902 198 912 213</box>
kere-text-a: ● ಕುಣಿಗಲ್: ಸ್ವಂತದ, ಸುತ್ತಮುತ್ತ ಗ್ರಾಮಗಳ ಕೆರೆಗಳಲ್ಲಿ ಹೂಳೆತ್ತುವ ನೆಪದಲ್ಲಿ ಮಣ್ಣನ್ನು ಇಟ್ಟಿಗೆ ಕಾರ್ಖಾನೆಗಳಿಗೆ ಸಾಗಿಸಲಾಗುತ್ತಿದೆ ಎಂದು ಆರೋಪಿಸಿ ರೈತ ಸಂಘದ ಕಾರ್ಯಕರ್ತರು ಪ್ರತಿಭಟನೆ ನಡೆಸಿದರು. ತಾಲೂಕು ಕಚೇರಿ ಎದುರು ಜಮಾಯಿಸಿದ ಪ್ರತಿಭಟನಾಕಾರರು ಕೆರೆ ಮಣ್ಣು ರೈತರ ಜಮೀನುಗಳಿಗೆ ಸಿಗಬೇಕು. ಫಲವತ್ತಾದ ಮಣ್ಣನ್ನು ಕಾರ್ಖಾನೆಗಳಿಗೆ ಮಾರಾಟ ಮಾಡುವುದನ್ನು ತಡೆಯಬೇಕು ಎಂದು ಆಗ್ರಹಿಸಿದರು. <box>206 880 340 958</box>
kere-text-b: ಕಾನೂನು ಬಾಹಿರವಾಗಿ ಮಣ್ಣು ಸಾಗಿಸುತ್ತಿರುವವರ ವಿರುದ್ಧ ಕ್ರಮ ಕೈಗೊಳ್ಳಬೇಕು. ಸಣ್ಣ ನೀರಾವರಿ ಇಲಾಖೆ ಅಧಿಕಾರಿಗಳು ಈ ಬಗ್ಗೆ ಗಮನ ಹರಿಸಬೇಕು. ಇಲ್ಲದಿದ್ದರೆ ಉಗ್ರ ಹೋರಾಟ ನಡೆಸಲಾಗುವುದು ಎಂದು ಎಚ್ಚರಿಸಿದರು. ರೈತ ಮುಖಂಡರು ತಹಸೀಲ್ದಾರ್ ಅವರಿಗೆ ಮನವಿ ಪತ್ರ ಸಲ್ಲಿಸಿದರು. ಈ ವೇಳೆ ರೈತ ಸಂಘದ ತಾಲೂಕು ಅಧ್ಯಕ್ಷರು, ಪದಾಧಿಕಾರಿಗಳು ಹಾಗೂ ಗ್ರಾಮಸ್ಥರು ಪಾಲ್ಗೊಂಡಿದ್ದರು. <box>344 880 478 948</box>
arogya-headline: ಆರೋಗ್ಯ ತಪಾಸಣಾ ಉಚಿತ ಶಿಬಿರ <box>764 731 913 774</box>
